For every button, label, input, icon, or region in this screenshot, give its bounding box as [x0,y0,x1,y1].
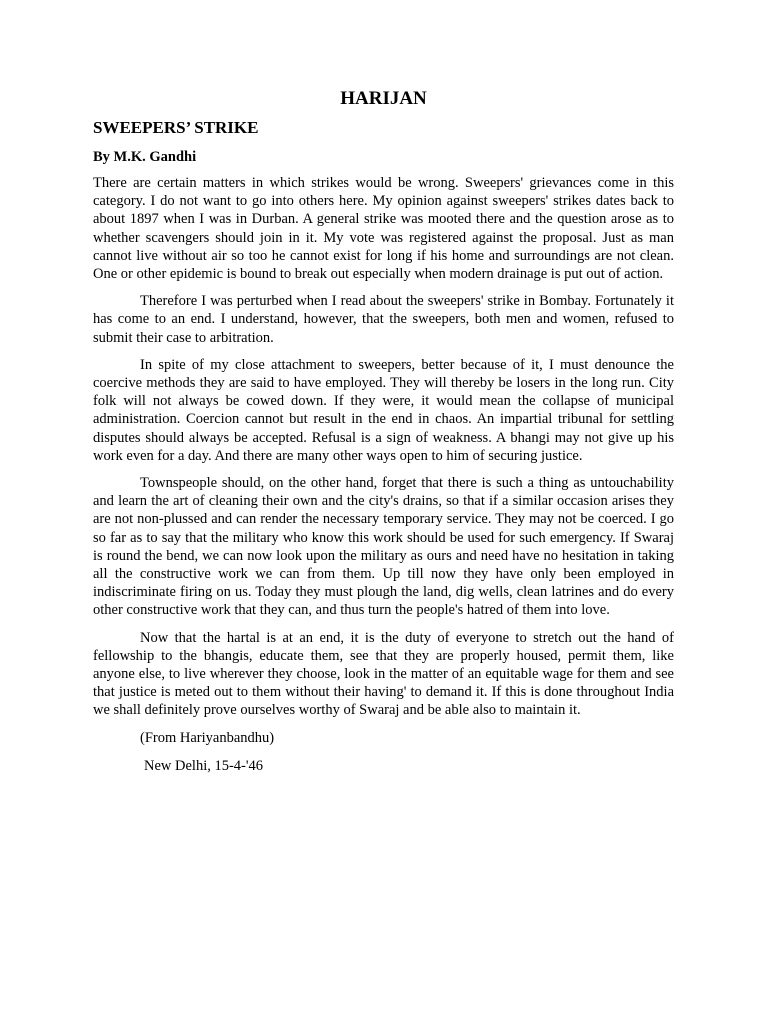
article-byline: By M.K. Gandhi [93,149,197,165]
paragraph-3: In spite of my close attachment to sweepers, better because of it, I must denounce the coercive methods they are said to have employed. They will thereby be losers in the long run. City folk will not always be cowed down. If they were, it would mean the collapse of municipal administration. Coercion cannot but result in the end in chaos. An impartial tribunal for settling disputes should always be accepted. Refusal is a sign of weakness. A bhangi may not give up his work even for a day. And there are many other ways open to him of securing justice. [93,356,674,464]
article-headline: SWEEPERS’ STRIKE [93,118,259,137]
document-page [93,88,674,775]
masthead-title: HARIJAN [340,88,427,109]
dateline: New Delhi, 15-4-'46 [144,757,263,774]
paragraph-1: There are certain matters in which strikes would be wrong. Sweepers' grievances come in this category. I do not want to go into others here. My opinion against sweepers' strikes dates back to about 1897 when I was in Durban. A general strike was mooted there and the question arose as to whether scavengers should join in it. My vote was registered against the proposal. Just as man cannot live without air so too he cannot exist for long if his home and surroundings are not clean. One or other epidemic is bound to break out especially when modern drainage is put out of action. [93,175,674,283]
paragraph-2: Therefore I was perturbed when I read about the sweepers' strike in Bombay. Fortunately it has come to an end. I understand, however, that the sweepers, both men and women, refused to submit their case to arbitration. [93,293,674,346]
paragraph-4: Townspeople should, on the other hand, forget that there is such a thing as untouchability and learn the art of cleaning their own and the city's drains, so that if a similar occasion arises they are not non-plussed and can render the necessary temporary service. They may not be coerced. I go so far as to say that the military who know this work should be used for such emergency. If Swaraj is round the bend, we can now look upon the military as ours and need have no hesitation in taking all the constructive work we can from them. Up till now they have only been employed in indiscriminate firing on us. Today they must plough the land, dig wells, clean latrines and do every other constructive work that they can, and thus turn the people's hatred of them into love. [93,475,674,619]
source-note: (From Hariyanbandhu) [140,729,275,746]
paragraph-5: Now that the hartal is at an end, it is the duty of everyone to stretch out the hand of fellowship to the bhangis, educate them, see that they are properly housed, permit them, like anyone else, to live wherever they choose, look in the matter of an equitable wage for them and see that justice is meted out to them without their having' to demand it. If this is done throughout India we shall definitely prove ourselves worthy of Swaraj and be able also to maintain it. [93,629,674,719]
